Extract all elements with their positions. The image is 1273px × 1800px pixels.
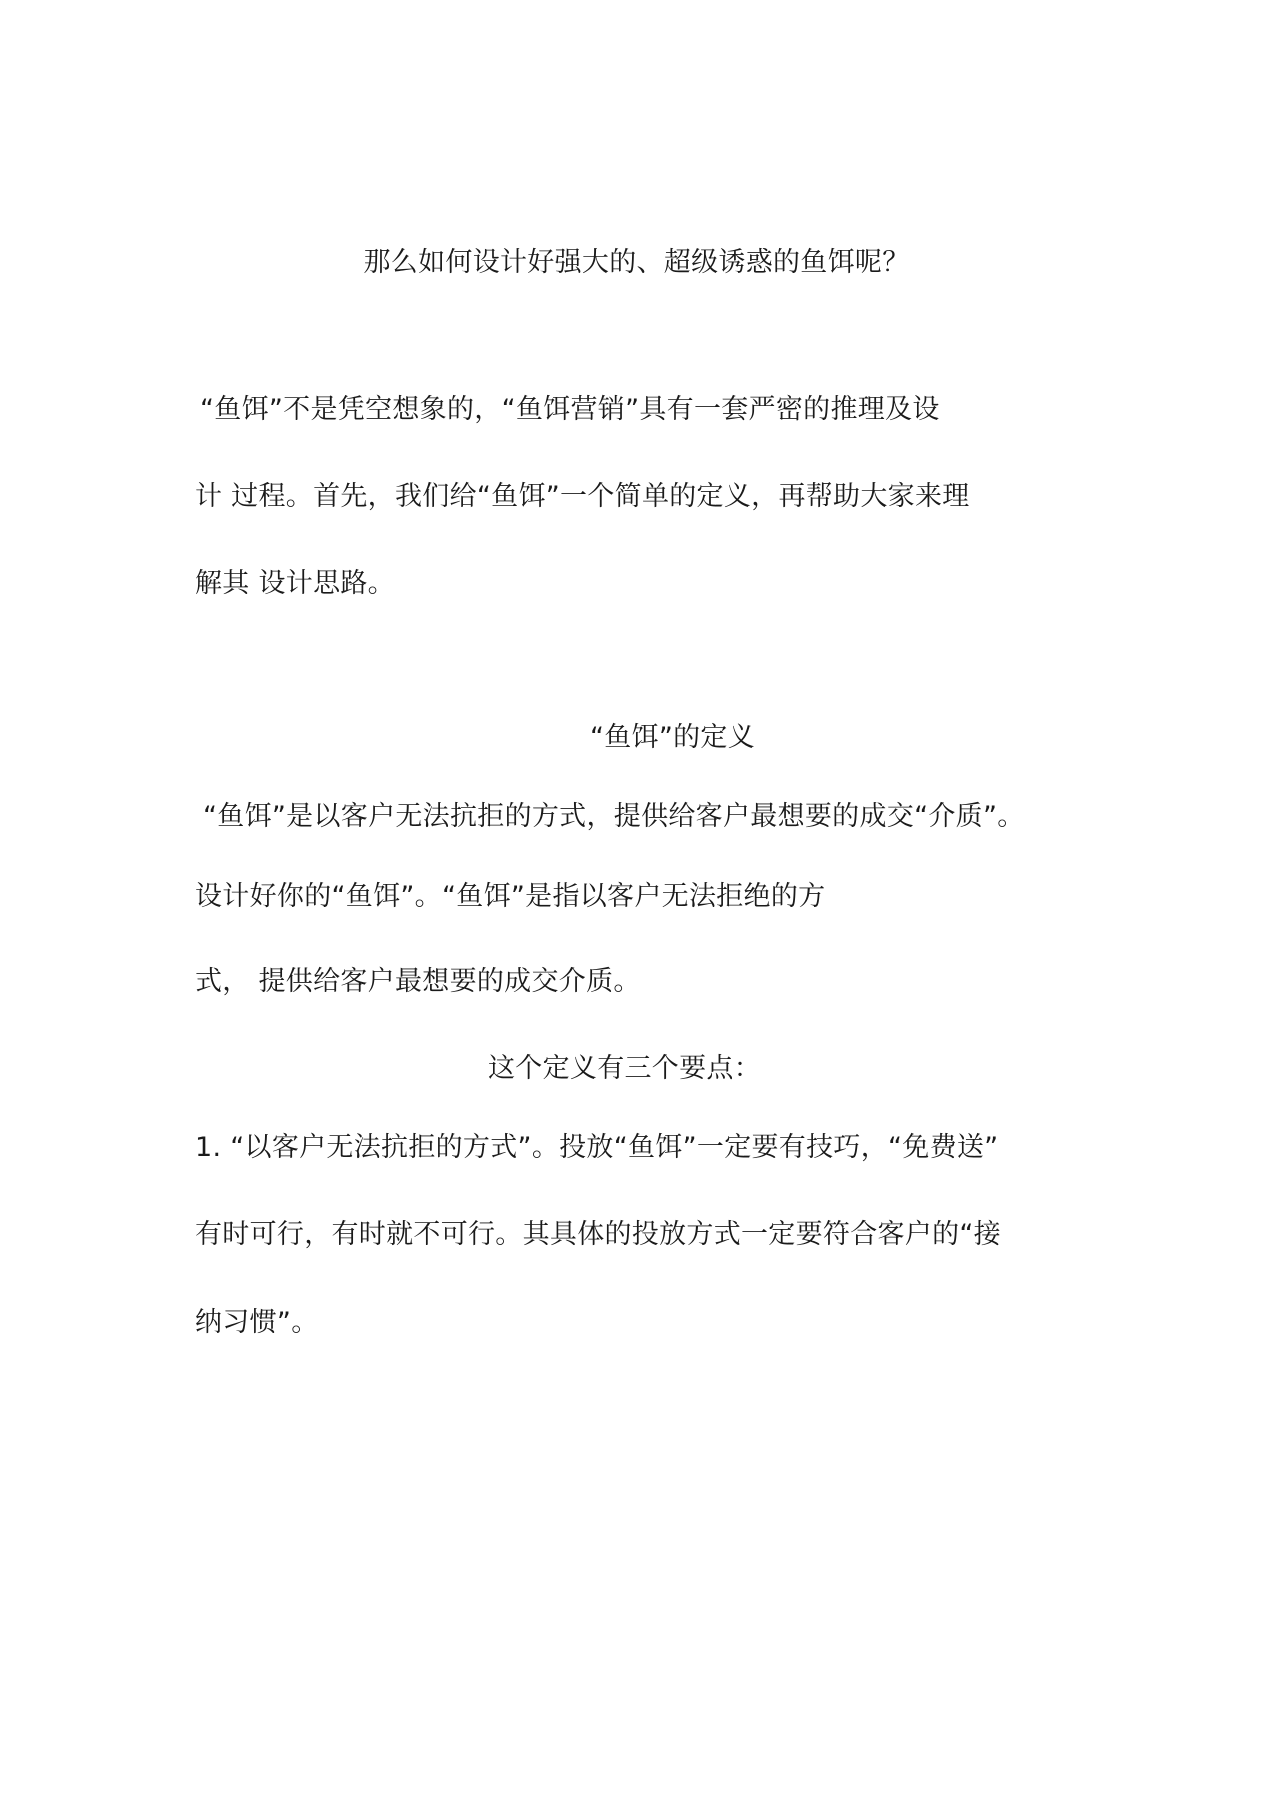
definition-line-2: 设计好你的“鱼饵”。“鱼饵”是指以客户无法拒绝的方 <box>195 881 826 912</box>
intro-line-2: 计 过程。首先，我们给“鱼饵”一个简单的定义，再帮助大家来理 <box>195 481 970 512</box>
section-title: “鱼饵”的定义 <box>589 722 756 753</box>
definition-line-3: 式， 提供给客户最想要的成交介质。 <box>195 966 641 997</box>
points-title: 这个定义有三个要点： <box>488 1053 761 1084</box>
point1-line-1: 1. “以客户无法抗拒的方式”。投放“鱼饵”一定要有技巧，“免费送” <box>195 1132 999 1163</box>
intro-line-3: 解其 设计思路。 <box>195 568 395 599</box>
definition-line-1: “鱼饵”是以客户无法抗拒的方式，提供给客户最想要的成交“介质”。 <box>203 801 1025 832</box>
point1-line-2: 有时可行，有时就不可行。其具体的投放方式一定要符合客户的“接 <box>195 1219 1001 1250</box>
intro-line-1: “鱼饵”不是凭空想象的，“鱼饵营销”具有一套严密的推理及设 <box>200 394 940 425</box>
point1-line-3: 纳习惯”。 <box>195 1307 319 1338</box>
page-heading: 那么如何设计好强大的、超级诱惑的鱼饵呢？ <box>363 247 910 278</box>
